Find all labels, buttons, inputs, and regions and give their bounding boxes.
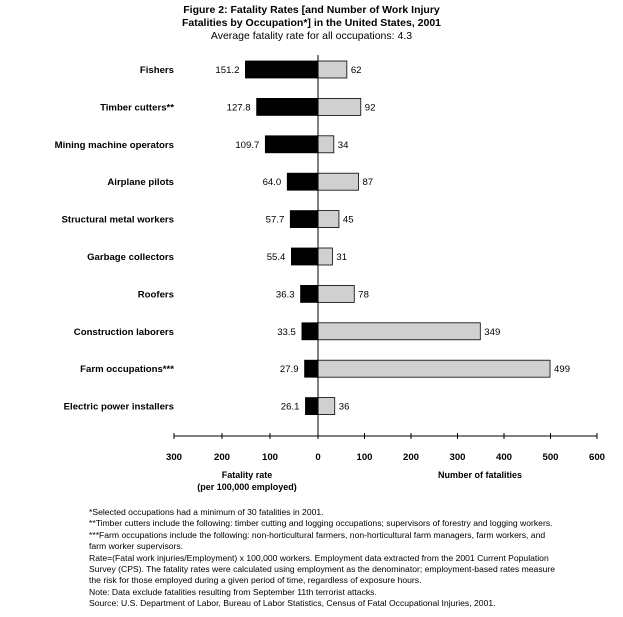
fatality-rate-bar: [290, 211, 318, 228]
fatality-rate-label: 55.4: [266, 252, 286, 263]
fatalities-count-bar: [318, 136, 334, 153]
note-line: ***Farm occupations include the following: non-horticultural farmers, non-horticultural farm managers, farm workers, and: [89, 529, 546, 540]
fatality-rate-label: 127.8: [226, 102, 251, 114]
category-label: Roofers: [137, 289, 174, 301]
note-line: Note: Data exclude fatalities resulting from September 11th terrorist attacks.: [89, 586, 377, 597]
fatality-rate-label: 64.0: [262, 177, 282, 189]
fatality-rate-label: 109.7: [235, 139, 260, 151]
left-axis-tick-label: 300: [165, 452, 183, 463]
note-line: **Timber cutters include the following: timber cutting and logging occupations; supervisors of forestry and logging workers.: [89, 518, 553, 529]
right-axis-tick-label: 100: [356, 452, 373, 463]
left-axis-title: Fatality rate: [221, 470, 273, 480]
fatalities-count-bar: [318, 248, 332, 265]
fatalities-count-bar: [318, 398, 335, 415]
right-axis-tick-label: 300: [449, 452, 466, 463]
category-label: Timber cutters**: [100, 102, 174, 114]
fatalities-count-label: 499: [554, 364, 571, 376]
category-label: Construction laborers: [73, 326, 174, 338]
category-label: Electric power installers: [63, 401, 174, 413]
fatality-rate-label: 57.7: [265, 214, 285, 226]
fatalities-count-label: 31: [336, 252, 348, 263]
fatality-rate-bar: [302, 323, 318, 340]
right-axis-tick-label: 400: [495, 452, 513, 463]
fatality-rate-bar: [265, 136, 318, 153]
left-axis-tick-label: 100: [261, 452, 279, 463]
fatalities-count-label: 62: [350, 65, 362, 76]
note-line: *Selected occupations had a minimum of 30 fatalities in 2001.: [89, 507, 324, 517]
fatalities-count-bar: [318, 323, 480, 340]
fatalities-count-bar: [318, 98, 361, 115]
fatalities-count-label: 36: [338, 401, 350, 413]
fatalities-count-label: 34: [337, 139, 349, 151]
note-line: farm worker supervisors.: [89, 541, 184, 552]
note-line: Rate=(Fatal work injuries/Employment) x 100,000 workers. Employment data extracted from the 2001 Current Population: [89, 552, 549, 563]
fatality-rate-label: 33.5: [277, 326, 296, 338]
fatalities-count-label: 78: [358, 289, 369, 301]
category-label: Airplane pilots: [107, 177, 174, 189]
category-label: Structural metal workers: [61, 214, 174, 226]
fatality-rate-bar: [287, 173, 318, 190]
fatality-rate-bar: [291, 248, 318, 265]
category-label: Farm occupations***: [80, 364, 174, 376]
chart-title-line-2: Fatalities by Occupation*] in the United States, 2001: [181, 17, 442, 29]
category-label: Mining machine operators: [54, 139, 174, 151]
fatality-rate-bar: [305, 398, 318, 415]
chart-notes: [89, 507, 609, 610]
fatalities-count-bar: [318, 211, 339, 228]
note-line: the risk for those employed during a given period of time, regardless of exposure hours.: [89, 575, 422, 586]
fatality-rate-label: 151.2: [215, 65, 240, 76]
fatalities-count-label: 349: [484, 326, 501, 338]
note-line: Survey (CPS). The fatality rates were calculated using employment as the denominator; employment-based rates measure: [89, 564, 556, 575]
fatalities-count-label: 87: [362, 177, 374, 189]
left-axis-tick-label: 200: [213, 452, 231, 463]
fatality-rate-label: 26.1: [280, 401, 300, 413]
fatalities-count-label: 92: [364, 102, 376, 114]
fatality-rate-bar: [257, 98, 318, 115]
right-axis-title: Number of fatalities: [437, 470, 523, 480]
fatalities-count-bar: [318, 285, 354, 302]
left-axis-tick-label: 0: [315, 452, 321, 463]
fatality-rate-bar: [305, 360, 318, 377]
fatality-rate-bar: [245, 61, 318, 78]
right-axis-tick-label: 500: [542, 452, 559, 463]
fatalities-count-bar: [318, 360, 550, 377]
category-label: Garbage collectors: [87, 252, 174, 263]
fatalities-count-bar: [318, 173, 358, 190]
chart-title-line-1: Figure 2: Fatality Rates [and Number of Work Injury: [183, 4, 440, 16]
right-axis-tick-label: 600: [588, 452, 606, 463]
fatalities-count-label: 45: [342, 214, 354, 226]
chart-subtitle: Average fatality rate for all occupations: 4.3: [210, 30, 413, 42]
fatality-rate-label: 36.3: [275, 289, 295, 301]
note-line: Source: U.S. Department of Labor, Bureau of Labor Statistics, Census of Fatal Occupational Injuries, 2001.: [89, 598, 496, 609]
fatalities-count-bar: [318, 61, 347, 78]
category-label: Fishers: [139, 65, 174, 76]
fatality-rate-bar: [301, 285, 318, 302]
right-axis-tick-label: 200: [402, 452, 420, 463]
left-axis-title-units: (per 100,000 employed): [197, 482, 297, 492]
fatality-rate-label: 27.9: [279, 364, 299, 376]
